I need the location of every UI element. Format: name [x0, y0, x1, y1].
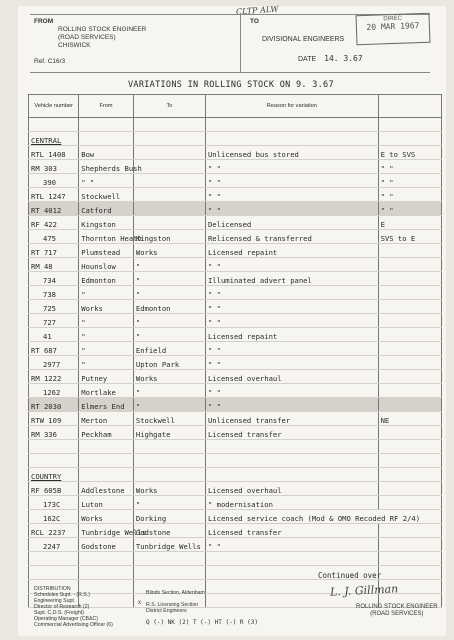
vehicle-cell — [29, 118, 79, 132]
vehicle-cell: RM 1222 — [29, 370, 79, 384]
table-row — [29, 538, 442, 552]
vehicle-cell: 1262 — [29, 384, 79, 398]
table-row — [29, 244, 442, 258]
extra-cell — [378, 118, 441, 132]
reason-cell: " " — [205, 188, 378, 202]
vehicle-cell: RT 2030 — [29, 398, 79, 412]
vehicle-cell: 41 — [29, 328, 79, 342]
table-row — [29, 482, 442, 496]
vehicle-cell: 734 — [29, 272, 79, 286]
cross-mark: x — [138, 600, 141, 606]
vehicle-cell: RTW 109 — [29, 412, 79, 426]
extra-cell — [378, 566, 441, 580]
to-cell: Works — [133, 482, 205, 496]
extra-cell: E to SVS — [378, 146, 441, 160]
reason-cell: " " — [205, 384, 378, 398]
extra-cell: " " — [378, 174, 441, 188]
from-cell: Works — [79, 510, 134, 524]
table-row — [29, 454, 442, 468]
from-cell: Peckham — [79, 426, 134, 440]
from-cell — [79, 440, 134, 454]
to-cell: Edmonton — [133, 300, 205, 314]
from-cell — [79, 132, 134, 146]
reason-cell: Relicensed & transferred — [205, 230, 378, 244]
from-cell: " — [79, 342, 134, 356]
extra-cell — [378, 342, 441, 356]
reason-cell: " " — [205, 258, 378, 272]
from-cell: Bow — [79, 146, 134, 160]
to-cell — [133, 566, 205, 580]
reason-cell: " " — [205, 174, 378, 188]
extra-cell: " " — [378, 160, 441, 174]
reason-cell: Licensed overhaul — [205, 370, 378, 384]
col-vehicle-number: Vehicle number — [29, 95, 79, 118]
extra-cell — [378, 538, 441, 552]
reason-cell: " " — [205, 538, 378, 552]
col-extra — [378, 95, 441, 118]
vehicle-cell: 162C — [29, 510, 79, 524]
reason-cell: " modernisation — [205, 496, 378, 510]
table-header-row — [29, 95, 442, 118]
distribution-codes: Q (-) NK (2) T (-) HT (-) R (3) — [146, 619, 258, 626]
to-cell — [133, 132, 205, 146]
reason-cell — [205, 552, 378, 566]
received-stamp: DIREC 20 MAR 1967 — [355, 13, 430, 46]
to-cell: " — [133, 314, 205, 328]
to-cell: " — [133, 384, 205, 398]
table-row — [29, 524, 442, 538]
table-row — [29, 286, 442, 300]
to-cell — [133, 216, 205, 230]
to-cell — [133, 160, 205, 174]
reason-cell — [205, 454, 378, 468]
to-cell: Enfield — [133, 342, 205, 356]
table-row — [29, 496, 442, 510]
from-cell: " — [79, 286, 134, 300]
distribution-list-2: Blinds Section, Aldenham R.S. Licensing Section District Engineers — [146, 590, 205, 614]
from-cell: Works — [79, 300, 134, 314]
from-cell: Catford — [79, 202, 134, 216]
extra-cell: NE — [378, 412, 441, 426]
vehicle-cell: RF 605B — [29, 482, 79, 496]
reason-cell: Unlicensed transfer — [205, 412, 378, 426]
vehicle-cell: RCL 2237 — [29, 524, 79, 538]
extra-cell — [378, 552, 441, 566]
to-cell — [133, 188, 205, 202]
from-label: FROM — [34, 18, 54, 25]
extra-cell — [378, 440, 441, 454]
to-cell: " — [133, 496, 205, 510]
vehicle-cell — [29, 440, 79, 454]
reason-cell — [205, 132, 378, 146]
table-row — [29, 412, 442, 426]
reason-cell: Licensed repaint — [205, 328, 378, 342]
to-cell — [133, 146, 205, 160]
extra-cell — [378, 482, 441, 496]
to-cell: Dorking — [133, 510, 205, 524]
extra-cell: " " — [378, 188, 441, 202]
reason-cell: " " — [205, 356, 378, 370]
vehicle-cell: COUNTRY — [29, 468, 79, 482]
from-cell: " — [79, 356, 134, 370]
reason-cell — [205, 468, 378, 482]
from-cell: Thornton Heath — [79, 230, 134, 244]
vehicle-cell: RT 4012 — [29, 202, 79, 216]
from-cell — [79, 454, 134, 468]
table-row — [29, 174, 442, 188]
extra-cell — [378, 328, 441, 342]
extra-cell — [378, 258, 441, 272]
reference: Ref. C16/3 — [34, 58, 66, 65]
to-cell: Upton Park — [133, 356, 205, 370]
extra-cell — [378, 132, 441, 146]
vehicle-cell: RM 336 — [29, 426, 79, 440]
extra-cell — [378, 314, 441, 328]
to-cell: Works — [133, 244, 205, 258]
reason-cell: Licensed service coach (Mod & OMO Recoded RF 2/4) — [205, 510, 441, 524]
table-row — [29, 426, 442, 440]
document-title: VARIATIONS IN ROLLING STOCK ON 9. 3.67 — [128, 80, 334, 90]
to-cell — [133, 552, 205, 566]
signature: L. J. Gillman — [329, 582, 399, 599]
to-cell: Godstone — [133, 524, 205, 538]
table-row — [29, 342, 442, 356]
sender-block: ROLLING STOCK ENGINEER (ROAD SERVICES) — [356, 604, 438, 617]
reason-cell — [205, 118, 378, 132]
extra-cell — [378, 398, 441, 412]
from-cell: Godstone — [79, 538, 134, 552]
to-cell: Highgate — [133, 426, 205, 440]
vehicle-cell: RT 717 — [29, 244, 79, 258]
from-cell: " — [79, 314, 134, 328]
to-cell: " — [133, 258, 205, 272]
table-row — [29, 188, 442, 202]
table-row — [29, 328, 442, 342]
reason-cell: Illuminated advert panel — [205, 272, 378, 286]
table-row — [29, 300, 442, 314]
table-row — [29, 356, 442, 370]
col-to: To — [133, 95, 205, 118]
to-cell — [133, 202, 205, 216]
from-cell: " — [79, 328, 134, 342]
col-reason: Reason for variation — [205, 95, 378, 118]
vehicle-cell: CENTRAL — [29, 132, 79, 146]
extra-cell — [378, 286, 441, 300]
to-cell: " — [133, 286, 205, 300]
from-cell: Hounslow — [79, 258, 134, 272]
reason-cell: Licensed transfer — [205, 524, 378, 538]
vehicle-cell: RM 48 — [29, 258, 79, 272]
from-cell: Luton — [79, 496, 134, 510]
table-row — [29, 272, 442, 286]
extra-cell — [378, 524, 441, 538]
table-row — [29, 384, 442, 398]
section-row — [29, 468, 442, 482]
vehicle-cell: RF 422 — [29, 216, 79, 230]
continued-note: Continued over — [318, 571, 382, 580]
table-row — [29, 370, 442, 384]
from-cell: Plumstead — [79, 244, 134, 258]
to-cell: Kingston — [133, 230, 205, 244]
from-cell: Addlestone — [79, 482, 134, 496]
table-row — [29, 314, 442, 328]
from-cell: Edmonton — [79, 272, 134, 286]
to-cell — [133, 440, 205, 454]
extra-cell — [378, 454, 441, 468]
reason-cell: Unlicensed bus stored — [205, 146, 378, 160]
from-cell: Mortlake — [79, 384, 134, 398]
to-cell: " — [133, 398, 205, 412]
extra-cell — [378, 370, 441, 384]
from-cell: Shepherds Bush — [79, 160, 134, 174]
reason-cell: " " — [205, 160, 378, 174]
to-label: TO — [250, 18, 259, 25]
vehicle-cell: 475 — [29, 230, 79, 244]
vehicle-cell — [29, 552, 79, 566]
reason-cell: Licensed transfer — [205, 426, 378, 440]
handwritten-annotation: CLTP ALW — [235, 4, 279, 17]
vehicle-cell: RTL 1408 — [29, 146, 79, 160]
reason-cell: " " — [205, 314, 378, 328]
extra-cell: " " — [378, 202, 441, 216]
extra-cell — [378, 496, 441, 510]
table-row — [29, 216, 442, 230]
reason-cell: " " — [205, 398, 378, 412]
from-cell: Stockwell — [79, 188, 134, 202]
vehicle-cell: 725 — [29, 300, 79, 314]
from-cell: Putney — [79, 370, 134, 384]
reason-cell: Licensed repaint — [205, 244, 378, 258]
table-row — [29, 398, 442, 412]
to-cell: " — [133, 328, 205, 342]
to-cell — [133, 118, 205, 132]
table-row — [29, 230, 442, 244]
from-cell — [79, 468, 134, 482]
to-cell: Works — [133, 370, 205, 384]
extra-cell: SVS to E — [378, 230, 441, 244]
vehicle-cell: 173C — [29, 496, 79, 510]
distribution-footer — [30, 582, 444, 634]
vehicle-cell: 727 — [29, 314, 79, 328]
distribution-list: DISTRIBUTION Schedules Supt. - (R.S.) Engineering Supt. Director of Research (2) Supt. C.D.S. (Freight) Operating Manager (CB&C) Commercial Advertising Officer (6) — [34, 586, 113, 628]
extra-cell — [378, 272, 441, 286]
reason-cell: " " — [205, 342, 378, 356]
vehicle-cell — [29, 454, 79, 468]
extra-cell — [378, 244, 441, 258]
vehicle-cell: RM 303 — [29, 160, 79, 174]
to-cell — [133, 174, 205, 188]
vehicle-cell — [29, 566, 79, 580]
to-cell: " — [133, 272, 205, 286]
from-value: ROLLING STOCK ENGINEER (ROAD SERVICES) CHISWICK — [58, 26, 147, 49]
variations-table — [28, 94, 442, 608]
to-cell: Stockwell — [133, 412, 205, 426]
from-cell: Merton — [79, 412, 134, 426]
reason-cell: " " — [205, 202, 378, 216]
from-cell: Tunbridge Wells — [79, 524, 134, 538]
table-row — [29, 510, 442, 524]
to-cell — [133, 468, 205, 482]
table-row — [29, 146, 442, 160]
to-cell: Tunbridge Wells — [133, 538, 205, 552]
extra-cell — [378, 356, 441, 370]
table-row — [29, 552, 442, 566]
vehicle-cell: RT 687 — [29, 342, 79, 356]
table-row — [29, 440, 442, 454]
extra-cell — [378, 300, 441, 314]
from-cell: Elmers End — [79, 398, 134, 412]
extra-cell — [378, 468, 441, 482]
vehicle-cell: 2977 — [29, 356, 79, 370]
extra-cell: E — [378, 216, 441, 230]
date-field: DATE 14. 3.67 — [298, 54, 363, 63]
col-from: From — [79, 95, 134, 118]
reason-cell: Licensed overhaul — [205, 482, 378, 496]
from-cell — [79, 552, 134, 566]
table-row — [29, 118, 442, 132]
vehicle-cell: 738 — [29, 286, 79, 300]
table-row — [29, 258, 442, 272]
date-value: 14. 3.67 — [324, 54, 363, 63]
reason-cell: " " — [205, 286, 378, 300]
vehicle-cell: RTL 1247 — [29, 188, 79, 202]
extra-cell — [378, 426, 441, 440]
table-row — [29, 160, 442, 174]
extra-cell — [378, 384, 441, 398]
from-cell — [79, 566, 134, 580]
from-cell — [79, 118, 134, 132]
from-cell: " " — [79, 174, 134, 188]
table-row — [29, 202, 442, 216]
section-row — [29, 132, 442, 146]
reason-cell: Delicensed — [205, 216, 378, 230]
to-value: DIVISIONAL ENGINEERS — [262, 36, 345, 43]
reason-cell: " " — [205, 300, 378, 314]
reason-cell — [205, 440, 378, 454]
vehicle-cell: 2247 — [29, 538, 79, 552]
from-cell: Kingston — [79, 216, 134, 230]
vehicle-cell: 390 — [29, 174, 79, 188]
to-cell — [133, 454, 205, 468]
